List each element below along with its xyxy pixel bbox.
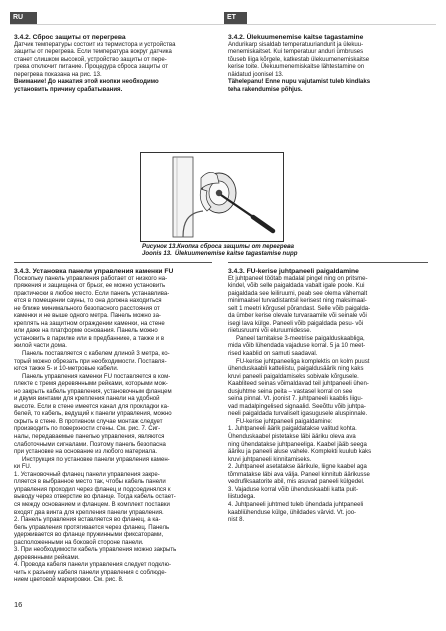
text-line: dusjuhtme seina peita – vastasel korral on see [228, 388, 353, 395]
text-line: ühenduskaabli katteliistu, paigaldusäärik ning kaks [228, 366, 364, 373]
text-line: производить по поверхности стены. См. рис. 7. Сиг- [14, 426, 161, 433]
text-line: vad madalpingelised signaalid. Seeõttu võib juhtpa- [228, 403, 366, 410]
ru-steps-list [14, 472, 212, 585]
text-line: kerise toite. Ülekuumenemiskaitse lähtestamine on [228, 64, 365, 71]
et-heading-3-4-2: 3.4.2. Ülekuumenemise kaitse tagastamine [228, 34, 364, 41]
text-line: бель управления протягивается через фланец. Панель [14, 524, 170, 531]
text-line: kruvi paneeli paigaldamiseks sobivale kõrgusele. [228, 373, 359, 380]
text-line: Et juhtpaneel töötab madalal pingel ning on pritsme- [228, 275, 368, 282]
text-line: белей, то кабель, ведущий к панели управления, можно [14, 411, 172, 418]
text-line: menemiskaitset. Kui temperatuur anduri ümbruses [228, 49, 364, 56]
text-line: защиты от перегрева. Если температура вокруг датчика [14, 49, 172, 56]
caption-ru-text: Кнопка сброса защиты от перегрева [177, 243, 294, 250]
list-item [14, 547, 212, 562]
text-line: teha rakendumise põhjus. [228, 86, 303, 93]
list-item [228, 487, 428, 502]
text-line: установить в парилке или в предбаннике, а также и в [14, 335, 165, 342]
text-line: paigaldada see leiliruumi, peab see olema vähemalt [228, 290, 368, 297]
figure-13-caption [142, 243, 297, 258]
text-line: Kaabliteed seinas võimaldavad teil juhtpaneeli ühen- [228, 381, 369, 388]
text-line: Инструкция по установке панели управления камен- [22, 456, 170, 463]
ru-body-3-4-2 [14, 42, 212, 80]
text-line: neeli paigaldada turvaliselt igasugusele aluspinnale. [228, 411, 368, 418]
ru-section-3-4-2 [14, 34, 212, 94]
text-line: торый можно обрезать при необходимости. Поставля- [14, 358, 167, 365]
text-line: selt 1 meetri kõrgusel põrandast. Selle võib paigalda- [228, 305, 371, 312]
text-line: Andurikarp sisaldab temperatuuriandurit ja ülekuu- [228, 41, 364, 48]
et-paragraph-kit [228, 359, 428, 419]
text-line: näidatud joonisel 13. [228, 71, 284, 78]
text-line: перегрева показана на рис. 13. [14, 71, 102, 78]
text-line: Tähelepanu! Enne nupu vajutamist tuleb kindlaks [228, 79, 371, 86]
caption-et-text: Ülekuumenemise kaitse tagastamise nupp [174, 250, 298, 258]
text-line: ется в помещении сауны, то она должна находиться [14, 298, 162, 305]
et-paragraph-cable [228, 336, 428, 359]
list-item [14, 562, 212, 585]
text-line: Поскольку панель управления работает от низкого на- [14, 275, 168, 282]
text-line: 1. Juhtpaneeli äärik paigaldatakse valitud kohta. [228, 426, 357, 433]
reset-button-drawing [141, 153, 283, 241]
ru-paragraph-kit [14, 374, 212, 457]
text-line: или даже на платформе основания. Панель можно [14, 328, 158, 335]
text-line: liistudega. [228, 494, 256, 501]
text-line: nist 8. [228, 517, 245, 524]
text-line: расположенными на боковой стороне панели. [14, 539, 144, 546]
text-line: riietusruumi või eluruumidesse. [228, 328, 312, 335]
text-line: управления проходил через фланец и подсоединялся к [14, 486, 171, 493]
text-line: не ближе минимального безопасного расстояния от [14, 305, 160, 312]
list-item [14, 472, 212, 517]
et-warning [228, 79, 428, 94]
et-body-3-4-2 [228, 42, 428, 80]
text-line: при установке на основание из любого материала. [14, 449, 158, 456]
text-line: ся между основанием и фланцем. В комплект поставки [14, 501, 170, 508]
text-line: высоте. Если в стене имеется канал для прокладки ка- [14, 403, 170, 410]
text-line: деревянными рейками. [14, 554, 80, 561]
et-heading-3-4-3: 3.4.3. FU-kerise juhtpaneeli paigaldamine [228, 268, 359, 275]
text-line: практически в любое место. Если панель устанавлива- [14, 290, 170, 297]
text-line: пляется в выбранное место так, чтобы кабель панели [14, 479, 166, 486]
text-line: ки FU. [14, 464, 32, 471]
text-line: Внимание! До нажатия этой кнопки необходимо [14, 79, 159, 86]
text-line: da ümber kerise olevale turvaraamile või seinale või [228, 313, 367, 320]
text-line: minimaalsel turvadistantsil kerisest ning maksimaal- [228, 298, 367, 305]
text-line: Датчик температуры состоит из термистора и устройства [14, 41, 176, 48]
ru-heading-3-4-3: 3.4.3. Установка панели управления каменки FU [14, 268, 174, 275]
text-line: Панель поставляется с кабелем длиной 3 метра, ко- [22, 351, 170, 358]
text-line: 2. Панель управления вставляется во фланец, а ка- [14, 517, 161, 524]
figure-13-caption-ru [142, 243, 297, 250]
text-line: kindel, võib selle paigaldada vabalt igale poole. Kui [228, 283, 365, 290]
list-item [228, 464, 428, 487]
text-line: ääriku ja paneeli aluse vahele. Komplekti kuulub kaks [228, 449, 372, 456]
ru-section-divider [14, 262, 212, 263]
language-label-ru: RU [13, 14, 24, 21]
et-section-divider [228, 262, 428, 263]
caption-et-label: Joonis 13. [142, 250, 172, 258]
text-line: каменки и не выше одного метра. Панель можно за- [14, 313, 161, 320]
text-line: kaabliühenduse külge, ühildades värvid. Vt. joo- [228, 509, 357, 516]
ru-heading-3-4-2: 3.4.2. Сброс защиты от перегрева [14, 34, 126, 41]
text-line: rised kaablid on samuti saadaval. [228, 351, 318, 358]
text-line: нием цветовой маркировки. См. рис. 8. [14, 577, 124, 584]
text-line: станет слишком высокой, устройство защиты от пере- [14, 56, 167, 63]
text-line: налы, передаваемые панелью управления, являются [14, 434, 165, 441]
text-line: удерживается во фланце пружинными фиксаторами, [14, 532, 164, 539]
text-line: mida võib lühendada vajaduse korral. 5 ja 10 meet- [228, 343, 366, 350]
figure-13-caption-et [142, 250, 297, 257]
ru-section-3-4-3 [14, 268, 212, 585]
text-line: 4. Juhtpaneeli juhtmed tuleb ühendada juhtpaneeli [228, 501, 364, 508]
text-line: слаботочными сигналами. Поэтому панель безопасна [14, 441, 166, 448]
text-line: плекте с тремя деревянными рейками, которыми мож- [14, 381, 168, 388]
text-line: но закрыть кабель управления, установочным фланцем [14, 388, 172, 395]
et-section-3-4-3 [228, 268, 428, 525]
list-item [228, 502, 428, 525]
ru-intro [14, 276, 212, 351]
text-line: Paneel tarnitakse 3-meetrise paigalduskaabliga, [236, 335, 365, 342]
text-line: 3. Vajaduse korral võib ühenduskaabli katta puit- [228, 486, 358, 493]
text-line: FU-kerise juhtpaneeli paigaldamine: [236, 418, 333, 425]
language-tab-et [224, 12, 247, 24]
et-paragraph-instructions [228, 419, 428, 427]
et-steps-list [228, 426, 428, 524]
text-line: isegi lava külge. Paneeli võib paigaldada pesu- või [228, 320, 364, 327]
page-number: 16 [14, 600, 23, 609]
text-line: 3. При необходимости кабель управления можно закрыть [14, 547, 177, 554]
ru-warning [14, 79, 212, 94]
text-line: ning ühendatakse juhtpaneeliga. Kaabel jääb seega [228, 441, 367, 448]
text-line: жилой части дома. [14, 343, 67, 350]
text-line: seina pinnal. Vt. joonist 7. juhtpaneeli kaablis liigu- [228, 396, 363, 403]
header-rule [10, 24, 436, 25]
text-line: выводу через отверстие во фланце. Тогда кабель остает- [14, 494, 176, 501]
ru-paragraph-cable [14, 351, 212, 374]
text-line: креплять на защитном ограждении каменки, на стене [14, 320, 165, 327]
text-line: пряжения и защищена от брызг, ее можно установить [14, 283, 166, 290]
language-tab-ru [10, 12, 37, 24]
caption-ru-label: Рисунок 13. [142, 243, 178, 250]
text-line: 2. Juhtpaneel asetatakse äärikule, liigne kaabel aga [228, 464, 367, 471]
text-line: чить к разъему кабеля панели управления с соблюде- [14, 569, 167, 576]
ru-paragraph-instructions [14, 457, 212, 472]
list-item [228, 426, 428, 464]
figure-13-reset-button-illustration [140, 152, 284, 242]
list-item [14, 517, 212, 547]
text-line: установить причину срабатывания. [14, 86, 123, 93]
language-label-et: ET [227, 14, 236, 21]
text-line: Ühenduskaabel pistetakse läbi ääriku oleva ava [228, 434, 356, 441]
et-section-3-4-2 [228, 34, 428, 94]
et-intro [228, 276, 428, 336]
text-line: kruvi juhtpaneeli kinnitamiseks. [228, 456, 312, 463]
text-line: FU-kerise juhtpaneeliga komplektis on kolm puust [236, 358, 370, 365]
text-line: 1. Установочный фланец панели управления закре- [14, 471, 160, 478]
text-line: vedrufiksaatorite abil, mis asuvad paneeli külgedel. [228, 479, 365, 486]
text-line: tõuseb liiga kõrgele, katkestab ülekuumenemiskaitse [228, 56, 370, 63]
text-line: скрыть в стене. В противном случае монтаж следует [14, 418, 163, 425]
text-line: 4. Провода кабеля панели управления следует подклю- [14, 562, 172, 569]
text-line: входят два винта для крепления панели управления. [14, 509, 164, 516]
text-line: ются также 5- и 10-метровые кабели. [14, 366, 119, 373]
text-line: tõmmatakse läbi ava välja. Paneel kinnitub äärikusse [228, 471, 370, 478]
text-line: грева отключит питание. Процедура сброса защиты от [14, 64, 169, 71]
text-line: и двумя винтами для крепления панели на удобной [14, 396, 160, 403]
text-line: Панель управления каменки FU поставляется в ком- [22, 373, 171, 380]
